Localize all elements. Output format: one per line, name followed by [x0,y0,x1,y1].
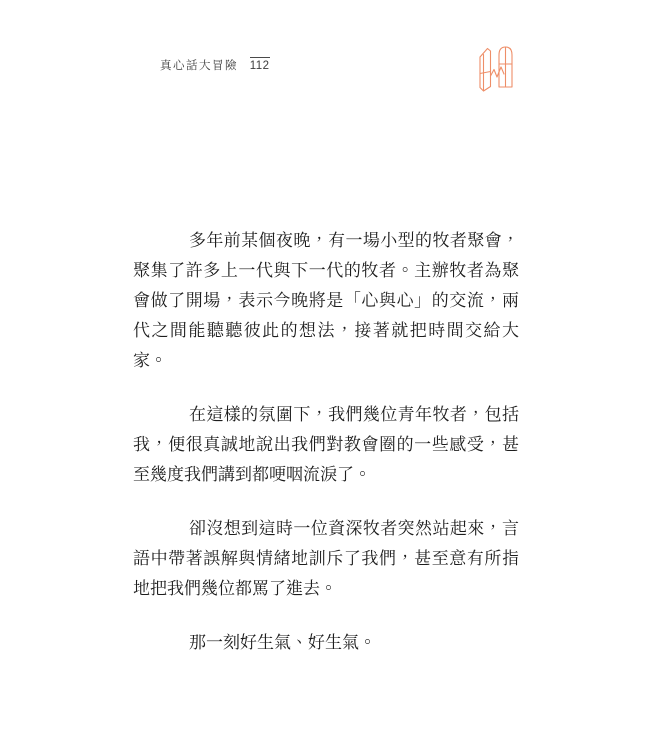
body-text [133,226,519,658]
body-paragraph-2: 在這樣的氛圍下，我們幾位青年牧者，包括我，便很真誠地說出我們對教會圈的一些感受，甚至幾度我們講到都哽咽流淚了。 [133,405,519,484]
body-paragraph-1: 多年前某個夜晚，有一場小型的牧者聚會，聚集了許多上一代與下一代的牧者。主辦牧者為聚會做了開場，表示今晚將是「心與心」的交流，兩代之間能聽聽彼此的想法，接著就把時間交給大家。 [133,231,519,370]
running-head-title: 真心話大冒險 [160,60,238,72]
running-head [160,57,270,73]
ornament-strokes [480,47,512,91]
body-paragraph-4: 那一刻好生氣、好生氣。 [189,633,376,652]
body-paragraph-3: 卻沒想到這時一位資深牧者突然站起來，言語中帶著誤解與情緒地訓斥了我們，甚至意有所指地把我們幾位都罵了進去。 [133,519,519,598]
two-panels-zigzag-icon [475,43,515,95]
page-number: 112 [250,57,270,72]
